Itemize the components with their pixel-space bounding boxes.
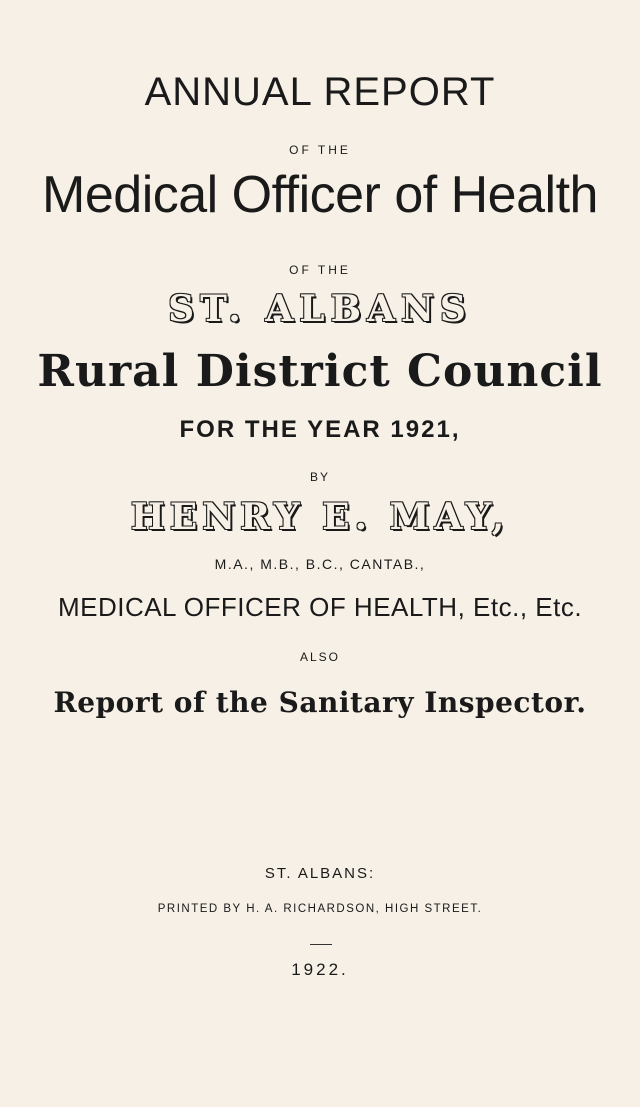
council-name: Rural District Council [37, 346, 603, 397]
also-label: ALSO [299, 650, 340, 664]
publication-date: 1922. [291, 960, 349, 979]
of-the-label: OF THE [289, 143, 351, 157]
of-the-label-2: OF THE [289, 263, 351, 277]
author-name: HENRY E. MAY, [130, 496, 510, 538]
year-line: FOR THE YEAR 1921, [179, 416, 461, 443]
place-name: ST. ALBANS [168, 288, 472, 330]
imprint-place: ST. ALBANS: [264, 865, 376, 882]
report-heading: ANNUAL REPORT [144, 70, 496, 114]
document-title: Medical Officer of Health [42, 166, 598, 224]
author-degrees: M.A., M.B., B.C., CANTAB., [214, 556, 426, 572]
divider-rule [310, 944, 332, 945]
sub-report-title: Report of the Sanitary Inspector. [53, 686, 587, 719]
author-office: MEDICAL OFFICER OF HEALTH, Etc., Etc. [57, 592, 583, 622]
printer-imprint: PRINTED BY H. A. RICHARDSON, HIGH STREET. [157, 903, 483, 915]
by-label: BY [309, 470, 330, 484]
